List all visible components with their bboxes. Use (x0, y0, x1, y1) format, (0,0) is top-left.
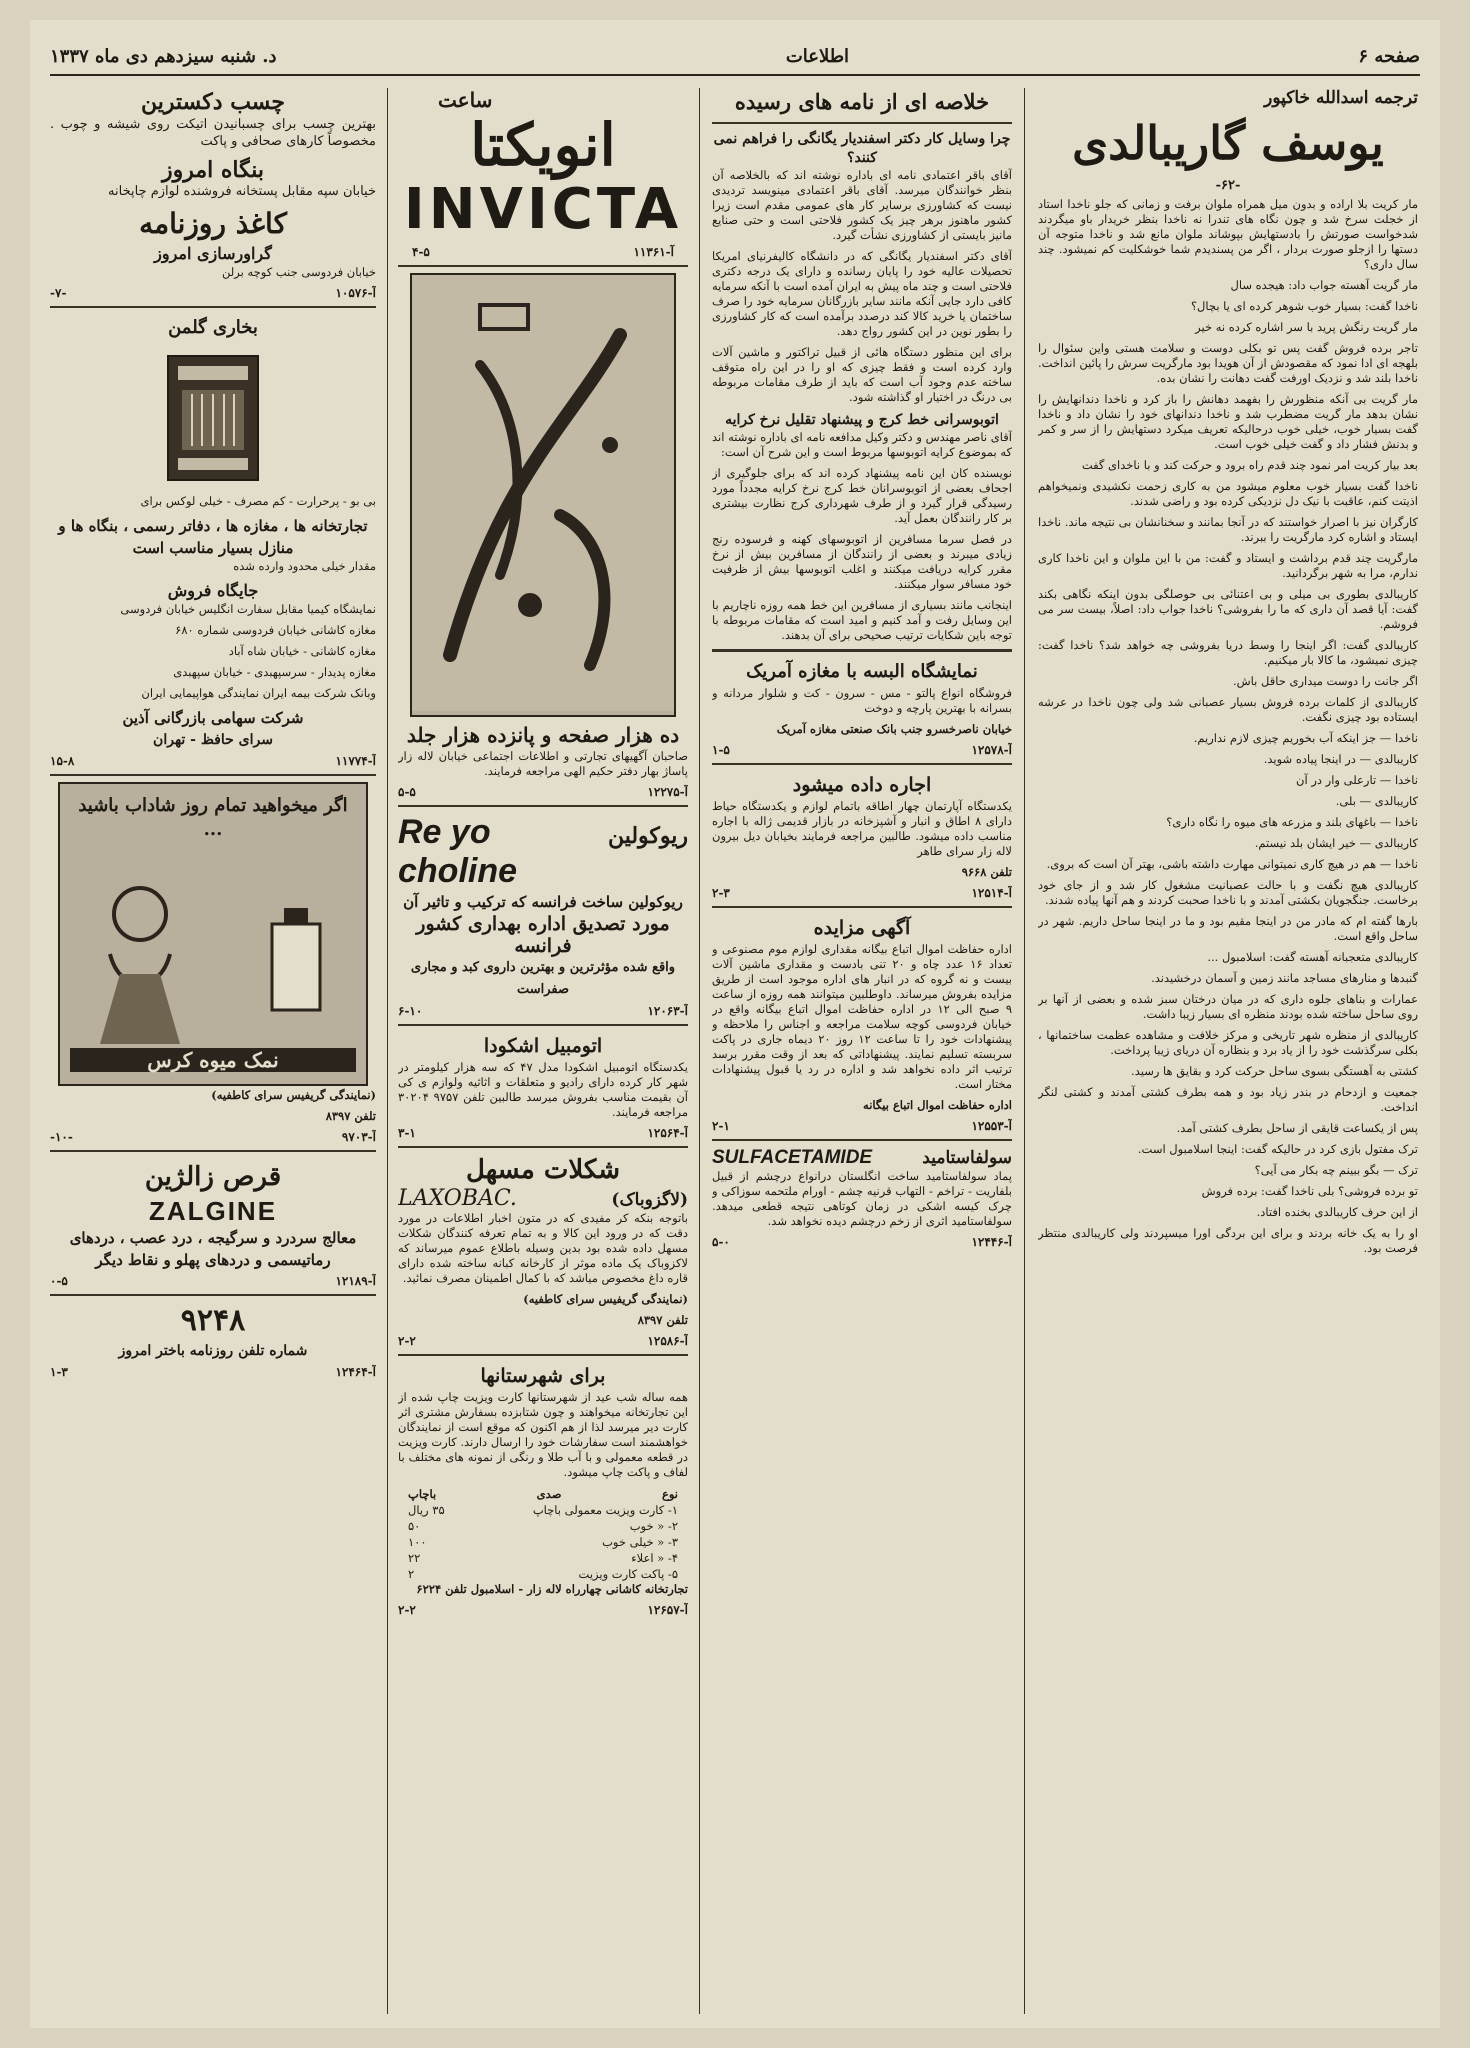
serial-paragraph: بارها گفته ام که مادر من در اینجا مقیم بود و ما در اینجا ساحل داریم. شهر در ساحل واقع است. (1038, 914, 1418, 943)
ad-code: ۱۵-۸ (50, 754, 75, 768)
serial-paragraph: ترک مفتول بازی کرد در حالیکه گفت: اینجا اسلامبول است. (1137, 1142, 1418, 1156)
zalgine-text: معالج سردرد و سرگیجه ، درد عصب ، دردهای رماتیسمی و دردهای پهلو و نقاط دیگر (69, 1229, 357, 1269)
letter-2-paragraph: در فصل سرما مسافرین از اتوبوسهای کهنه و فرسوده رنج زیادی میبرند و بعضی از رانندگان از مسافرین بیش از نرخ مقرر کرایه دریافت میکنند و اغلب اتوبوسها بیش از ظرفیت خود مسافر سوار میکنند. (712, 532, 1012, 591)
laxobac-fa: (لاگزوباک) (611, 1190, 688, 1210)
page-number: صفحه ۶ (1358, 45, 1420, 67)
crisp-person-drawing (80, 874, 200, 1054)
serial-paragraph: ناخدا — جز اینکه آب بخوریم چیزی لازم نداریم. (1193, 731, 1418, 745)
price-row (398, 1550, 688, 1566)
amrik-address: خیابان ناصرخسرو جنب بانک صنعتی مغازه آمریک (776, 722, 1012, 736)
serial-paragraph: ناخدا گفت بسیار خوب معلوم میشود من به کاری زحمت نکشیدی ونمیخواهم اذیتت کنم، عاقبت با نیک دل نزدیکی کرده بود و راضی شدند. (1038, 479, 1418, 508)
ad-code: ۰-۵ (50, 1274, 68, 1288)
letter-2-paragraph: اینجانب مانند بسیاری از مسافرین این خط همه روزه ناچاریم با این وسایل رفت و آمد کنیم و امید است که مقامات مربوطه با توجه باین شکایات ترتیب صحیحی برای آن بدهند. (712, 598, 1012, 642)
crisp-headline: اگر میخواهید تمام روز شاداب باشید ... (78, 795, 348, 840)
price-row (398, 1518, 688, 1534)
zalgine-latin: ZALGINE (148, 1196, 278, 1226)
serial-paragraph: کشتی به آهستگی بسوی ساحل حرکت کرد و بقایق ها رسید. (1131, 1064, 1418, 1078)
cities-title: برای شهرستانها (480, 1365, 606, 1387)
ad-heater (50, 314, 376, 768)
ad-code: ۲-۳ (712, 886, 730, 900)
auction-signature: اداره حفاظت اموال اتباع بیگانه (863, 1098, 1012, 1112)
paper-address: خیابان فردوسی جنب کوچه برلن (222, 265, 376, 279)
issue-date: د. شنبه سیزدهم دی ماه ۱۳۳۷ (50, 45, 277, 67)
sulfacetamide-text: پماد سولفاستامید ساخت انگلستان درانواع درچشم از قبیل بلفاریت - تراخم - التهاب قرنیه چشم - اورام ملتحمه سوزاکی و چرک کیسه اشکی در زمان کوتاهی نتیجه قطعی میدهد. سولفاستامید اثری از زخم درچشم دیده نخواهد شد. (712, 1169, 1012, 1228)
ad-amrik (712, 658, 1012, 757)
ad-code: ۲-۲ (398, 1334, 416, 1348)
crisp-bottle-drawing (266, 904, 326, 1014)
ad-code: -۷- (50, 286, 67, 300)
heater-note: مقدار خیلی محدود وارده شده (233, 559, 376, 573)
laxobac-phone: تلفن ۸۳۹۷ (637, 1313, 688, 1327)
sulfacetamide-latin: SULFACETAMIDE (712, 1147, 873, 1168)
serial-paragraph: کاریبالدی — بلی. (1335, 794, 1418, 808)
price-row-label: ۱- کارت ویزیت معمولی باچاپ (532, 1503, 678, 1517)
reyocholine-line2: مورد تصدیق اداره بهداری کشور فرانسه (416, 913, 670, 957)
price-row (398, 1502, 688, 1518)
heater-company: شرکت سهامی بازرگانی آذین (122, 709, 304, 727)
crisp-agent: (نمایندگی گریفیس سرای کاطفیه) (211, 1088, 376, 1102)
sales-point: مغازه کاشانی خیابان فردوسی شماره ۶۸۰ (175, 623, 376, 637)
heater-sales-title: جایگاه فروش (167, 581, 259, 600)
price-row-value: ۳۵ ریال (408, 1503, 445, 1517)
serial-paragraph: تاجر برده فروش گفت پس تو بکلی دوست و سلامت هستی واین سئوال را بلهجه ای ادا نمود که مقصودش از آن هویدا بود مارگریت سرش را پائین انداخت. ناخدا بلند شد و نزدیک اورفت گفت دهانت را نشان بده. (1038, 341, 1418, 385)
auction-title: آگهی مزایده (813, 917, 911, 939)
sulfacetamide-fa: سولفاستامید (922, 1148, 1012, 1168)
skoda-title: اتومبیل اشکودا (483, 1035, 603, 1057)
price-row (398, 1534, 688, 1550)
amrik-title: نمایشگاه البسه با مغازه آمریک (746, 661, 978, 682)
ad-code: ۴-۵ (412, 245, 430, 259)
heater-features: بی بو - پرحرارت - کم مصرف - خیلی لوکس برای (140, 494, 376, 508)
heater-sales-list (50, 602, 376, 701)
price-col: نوع (661, 1487, 678, 1501)
reyocholine-fa: ریوکولین (607, 823, 688, 849)
ad-code: آ-۱۲۵۱۴ (971, 886, 1012, 900)
ad-phone (50, 1302, 376, 1379)
laxobac-latin: LAXOBAC. (398, 1186, 517, 1211)
serial-paragraph: کاریبالدی هیچ نگفت و با حالت عصبانیت مشغول کار شد و از جای خود برخاست. جنگجویان بکشتی آمدند و با ناخدا صحبت کردند و هم آنها پیاده شدند. (1038, 878, 1418, 907)
reyocholine-line3: واقع شده مؤثرترین و بهترین داروی کبد و مجاری صفراست (410, 960, 676, 997)
ad-sulfacetamide (712, 1147, 1012, 1249)
serial-paragraph: ناخدا — هم در هیچ کاری نمیتوانی مهارت داشته باشی، بهتر آن است که بروی. (1046, 857, 1418, 871)
rent-title: اجاره داده میشود (792, 774, 932, 796)
amrik-text: فروشگاه انواع پالتو - مس - سرون - کت و شلوار مردانه و بسرانه با بهترین پارچه و دوخت (712, 686, 1012, 715)
serial-paragraph: کاریبالدی بطوری بی میلی و بی اعتنائی بی حوصلگی بدون اینکه نگاهی بکند گفت: آیا قصد آن داری که ما را بفروشی؟ ناخدا جواب داد: اصلاً، بیست سر می فروشم. (1038, 587, 1418, 631)
rent-phone: تلفن ۹۶۶۸ (961, 865, 1012, 879)
serial-paragraph: ترک — بگو ببینم چه بکار می آیی؟ (1254, 1163, 1418, 1177)
serial-paragraph: کارگران نیز با اصرار خواستند که در آنجا بمانند و سخنانشان بی نتیجه ماند. ناخدا ایستاد و اشاره کرد مارگریت را ببرند. (1038, 515, 1418, 544)
serial-paragraph: پس از یکساعت قایقی از ساحل بطرف کشتی آمد. (1176, 1121, 1418, 1135)
rent-text: یکدستگاه آپارتمان چهار اطاقه باتمام لوازم و یکدستگاه حیاط دارای ۸ اطاق و انبار و آشپزخانه در بازار قدیمی ژاله با اجاره مناسب داده میشود. طالبین مراجعه فرمایند بخیابان دیل بیرون لاله زار سرای طاهر (712, 799, 1012, 858)
cities-text: همه ساله شب عید از شهرستانها کارت ویزیت چاپ شده از این تجارتخانه میخواهند و چون شتابزده بسفارش مشتری اثر کارت دیر میرسد لذا از هم اکنون که موقع است از نمایندگان خواهشمند است سفارشات خود را ارسال دارند. کارت ویزیت در قطعه معمولی و با آب طلا و رنگی از نمونه های مختلف با لفاف و پاکت چاپ میشود. (398, 1390, 688, 1479)
price-row-label: ۵- پاکت کارت ویزیت (578, 1567, 678, 1581)
ad-code: آ-۱۰۵۷۶ (335, 286, 376, 300)
letter-2-paragraph: نویسنده کان این نامه پیشنهاد کرده اند که برای جلوگیری از اجحاف بعضی از اتوبوسرانان خط کرج نرخ کرایه مجدداً مورد رسیدگی قرار گیرد و از طرف شهرداری کرج نظارت بیشتری بر کار رانندگان بعمل آید. (712, 466, 1012, 525)
ad-code: آ-۱۲۰۶۳ (647, 1004, 688, 1018)
letters-column (712, 88, 1012, 2014)
ad-code: -۱۰- (50, 1130, 73, 1144)
price-col: باچاپ (408, 1487, 437, 1501)
serial-paragraph: کاریبالدی از منظره شهر تاریخی و مرکز خلافت و مشاهده عظمت ساختمانها ، بکلی سرگذشت خود را از یاد برد و بنظاره آن دریای زیبا پرداخت. (1038, 1028, 1418, 1057)
ad-code: آ-۱۱۳۶۱ (633, 245, 674, 259)
invicta-brand-en: INVICTA (403, 177, 683, 242)
calendar-illustration (410, 273, 676, 717)
serial-paragraph: تو برده فروشی؟ بلی ناخدا گفت: برده فروش (1201, 1184, 1418, 1198)
ad-code: ۳-۱ (398, 1126, 416, 1140)
ad-auction (712, 914, 1012, 1133)
price-row-value: ۱۰۰ (408, 1535, 427, 1549)
ad-code: ۵-۵ (398, 785, 416, 799)
ads-column (398, 88, 688, 2014)
ad-reyocholine (398, 813, 688, 1018)
ad-crisp (50, 782, 376, 1144)
ad-code: ۲-۱ (712, 1119, 730, 1133)
serial-paragraph: مارگریت چند قدم برداشت و ایستاد و گفت: من با این ملوان و این ناخدا کاری ندارم، مرا به شهر برگردانید. (1038, 551, 1418, 580)
ad-code: آ-۱۲۶۵۷ (647, 1603, 688, 1617)
serial-paragraph: از این حرف کاریبالدی بخنده افتاد. (1256, 1205, 1418, 1219)
page-header (50, 38, 1420, 76)
price-row (398, 1566, 688, 1582)
serial-paragraph: کاریبالدی از کلمات برده فروش بسیار عصبانی شد ولی چون ناخدا در عرشه ایستاده بود چیزی نگفت. (1038, 695, 1418, 724)
ad-book (398, 721, 688, 799)
skoda-text: یکدستگاه اتومبیل اشکودا مدل ۴۷ که سه هزار کیلومتر در شهر کار کرده دارای رادیو و متعلقات و اثاثیه ولوازم ی کی آن بقیمت مناسب بفروش میرسد طالبین تلفن ۹۷۵۷ ۳۰۲۰۴ مراجعه فرمایند. (398, 1060, 688, 1119)
serial-body (1038, 197, 1418, 1256)
price-col: صدی (536, 1487, 562, 1501)
sales-point: مغازه کاشانی - خیابان شاه آباد (228, 644, 376, 658)
heater-company-address: سرای حافظ - تهران (153, 732, 273, 748)
price-row-label: ۲- « خوب (629, 1519, 678, 1533)
newspaper-page (30, 20, 1440, 2028)
ad-code: ۱-۳ (50, 1365, 68, 1379)
serial-paragraph: مار کریت بلا اراده و بدون میل همراه ملوان برفت و زمانی که جلو ناخدا استاد از خجلت سرخ شد و چون نگاه های تندرا نه ناخدا بنظر خریدار باو میگردند شدخواست صورتش را بادستهایش بپوشاند ملوان مانع شد و ناخدا متوجه آن دستها را ازجلو صورت بردار ، اگر من پسندیدم شما خوشکلیت کم نمیشود. چند سال داری؟ (1038, 197, 1418, 271)
ad-code: آ-۱۲۴۶۴ (335, 1365, 376, 1379)
serial-paragraph: ناخدا — باغهای بلند و مزرعه های میوه را نگاه داری؟ (1166, 815, 1418, 829)
ad-code: ۱-۵ (712, 743, 730, 757)
letters-title: خلاصه ای از نامه های رسیده (734, 89, 990, 114)
ad-rent (712, 771, 1012, 900)
ad-cities (398, 1362, 688, 1617)
price-row-label: ۳- « خیلی خوب (602, 1535, 678, 1549)
zalgine-title: قرص زالژین (144, 1162, 282, 1192)
masthead-name: اطلاعات (785, 45, 850, 67)
crisp-illustration (58, 782, 368, 1086)
small-ads-column (50, 88, 376, 2014)
ad-code: آ-۱۲۵۸۶ (647, 1334, 688, 1348)
invicta-watch-label: ساعت (438, 88, 493, 112)
serial-paragraph: جمعیت و ازدحام در بندر زیاد بود و همه بطرف کشتی آمدند و کشتی لنگر انداخت. (1038, 1085, 1418, 1114)
ad-code: آ-۱۲۴۴۶ (971, 1235, 1012, 1249)
ad-code: ۲-۲ (398, 1603, 416, 1617)
serial-column (1038, 88, 1418, 2014)
laxobac-text: باتوجه بنکه کر مفیدی که در متون اخبار اطلاعات در مورد دقت که در ورود این کالا و به تمام تعرفه کنندگان شکلات مسهل داده شده بود بدین وسیله باطلاع عموم میرساند که لاکزوباک یک ماده موثر از کارخانه کبانه ساخته شده دارای قاره داغ مخصوص میاشد که با کمال اطمینان مصرف نمائید. (398, 1211, 688, 1285)
serial-paragraph: عمارات و بناهای جلوه داری که در میان درختان سبز شده و بعضی از آنها بر روی ساحل ساخته شده بودند منظره ای بسیار زیبا داشت. (1038, 992, 1418, 1021)
ad-code: ۵-۰ (712, 1235, 730, 1249)
sales-point: مغازه پدیدار - سرسپهبدی - خیابان سپهبدی (173, 665, 376, 679)
serial-author: ترجمه اسدالله خاکپور (1264, 88, 1418, 108)
ad-zalgine (50, 1158, 376, 1288)
letter-1-paragraph: آقای باقر اعتمادی نامه ای باداره نوشته اند که بالخلاصه آن بنظر خوانندگان میرسد. آقای باقر اعتمادی مینویسد تردیدی نیست که کشاورزی برسایر کار های عمومی مقدم است زیرا کشور ماهنوز برهر چیز یک کشور فلاحتی است و حتی صنایع مانیز بایستی از کشاورزی نشأت گیرد. (712, 168, 1012, 242)
ad-code: ۶-۱۰ (398, 1004, 423, 1018)
ad-code: آ-۱۲۵۷۸ (971, 743, 1012, 757)
ad-code: آ-۱۲۲۷۵ (647, 785, 688, 799)
ad-code: آ-۱۲۵۶۴ (647, 1126, 688, 1140)
ad-invicta (398, 88, 688, 259)
auction-text: اداره حفاظت اموال اتباع بیگانه مقداری لوازم موم مصنوعی و تعداد ۱۶ عدد چاه و ۲۰ تنی بادست و مقداری ماشین آلات بیست و نه گروه که در انبار های اداره موجود است از طریق مزایده بفروش میرساند. داوطلبین میتوانند همه روزه از ساعت ۹ صبح الی ۱۲ در اداره حفاظت اموال اتباع بیگانه واقع در خیابان فردوسی کوچه سلامت مراجعه و اجناس را ملاحظه و پیشنهادات خود را تا ساعت ۱۲ روز ۲۰ دیماه جاری در پاکت سربسته تسلیم نمایند. پیشنهاداتی که بعد از وقت مقرر برسد ترتیب اثر داده نخواهد شد و اداره در رد یا قبول پیشنهادات مختار است. (712, 942, 1012, 1091)
column-rule (699, 88, 700, 2014)
ad-code: آ-۱۲۱۸۹ (335, 1274, 376, 1288)
letter-1-paragraph: برای این منظور دستگاه هائی از قبیل تراکتور و ماشین آلات وارد کرده است و فقط چیزی که او را در این راه متوقف ساخته عدم وجود آب است که باید از طرف مقامات مربوطه بی درنگ در اختیار او گذاشته شود. (712, 345, 1012, 404)
serial-paragraph: گنبدها و منارهای مساجد مانند زمین و آسمان درخشیدند. (1151, 971, 1418, 985)
ad-skoda (398, 1032, 688, 1140)
serial-paragraph: کاریبالدی متعجبانه آهسته گفت: اسلامبول ... (1207, 950, 1418, 964)
ad-code: آ-۹۷۰۳ (341, 1130, 376, 1144)
invicta-brand-fa: انویکتا (470, 111, 616, 179)
ad-code: آ-۱۲۵۵۳ (971, 1119, 1012, 1133)
serial-paragraph: مار گریت رنگش پرید با سر اشاره کرده نه خیر (1195, 320, 1418, 334)
serial-paragraph: کاریبالدی — در اینجا پیاده شوید. (1263, 752, 1418, 766)
crisp-brand: نمک میوه کرس (70, 1048, 356, 1072)
laxobac-address: (نمایندگی گریفیس سرای کاطفیه) (523, 1292, 688, 1306)
reyocholine-latin: Re yo choline (398, 813, 518, 890)
heater-uses: تجارتخانه ها ، مغازه ها ، دفاتر رسمی ، بنگاه ها و منازل بسیار مناسب است (58, 517, 368, 557)
column-rule (387, 88, 388, 2014)
crisp-phone: تلفن ۸۳۹۷ (325, 1109, 376, 1123)
letter-1-paragraph: آقای دکتر اسفندیار یگانگی که در دانشگاه کالیفرنیای امریکا تحصیلات عالیه خود را پایان رسانده و دارای یک درجه دکتری فلاحتی است و چند ماه پیش به ایران آمده است با آنکه سرمایه کافی دارد جایی آنکه مانند سایر بازرگانان سرمایه خود را صرف ساختمان یا خرید کالا کند درصدد برآمده است که کار کشاورزی را بطور نوین در این کشور رواج دهد. (712, 249, 1012, 338)
letter-1-heading: چرا وسایل کار دکتر اسفندیار یگانگی را فراهم نمی کنند؟ (713, 131, 1011, 166)
serial-title: یوسف گاریبالدی (1072, 116, 1384, 170)
ad-glue (50, 88, 376, 300)
price-row-label: ۴- « اعلاء (631, 1551, 678, 1565)
phone-label: شماره تلفن روزنامه باختر امروز (118, 1343, 308, 1359)
column-rule (1024, 88, 1025, 2014)
glue-title: چسب دکسترین (140, 89, 286, 115)
heater-title: بخاری گلمن (168, 317, 258, 338)
glue-address: خیابان سپه مقابل پستخانه فروشنده لوازم چاپخانه (108, 184, 376, 199)
serial-paragraph: اگر جانت را دوست میداری حاقل باش. (1232, 674, 1418, 688)
laxobac-title: شکلات مسهل (466, 1155, 620, 1185)
serial-paragraph: او را به یک خانه بردند و برای این بردگی اورا میسپردند ولی کاریبالدی منتظر فرصت بود. (1038, 1226, 1418, 1255)
serial-episode: -۶۲- (1215, 178, 1241, 193)
serial-paragraph: مار گریت بی آنکه منظورش را بفهمد دهانش را باز کرد و ناخدا دندانهایش را نشان بدهد مار گریت مضطرب شد و ناخدا دندانهای خود را نشان داد و ناخدا گفت بسیار خوب، خیلی خوب درحالیکه تعریف میکرد دستهایش را از سر و کمر و بدنش فشار داد و گفت خیلی خوب است. (1038, 392, 1418, 451)
letter-2-heading: اتوبوسرانی خط کرج و پیشنهاد تقلیل نرخ کرایه (725, 412, 999, 428)
heater-illustration (158, 348, 268, 488)
sales-point: وبانک شرکت بیمه ایران نمایندگی هواپیمایی ایران (141, 686, 376, 700)
sales-point: نمایشگاه کیمیا مقابل سفارت انگلیس خیابان فردوسی (120, 602, 376, 616)
serial-paragraph: کاریبالدی — خیر ایشان بلد نیستم. (1254, 836, 1418, 850)
reyocholine-line1: ریوکولین ساخت فرانسه که ترکیب و تاثیر آن (403, 893, 683, 911)
paper-sub: گراورسازی امروز (154, 244, 272, 263)
serial-paragraph: مار گریت آهسته جواب داد: هیجده سال (1230, 278, 1418, 292)
glue-text: بهترین چسب برای چسبانیدن اتیکت روی شیشه و چوب . مخصوصاً کارهای صحافی و پاکت (50, 117, 376, 149)
ad-code: آ-۱۱۷۷۴ (335, 754, 376, 768)
book-headline: ده هزار صفحه و پانزده هزار جلد (406, 723, 680, 747)
price-table (398, 1502, 688, 1582)
cities-footer: تجارتخانه کاشانی چهارراه لاله زار - اسلامبول تلفن ۶۲۲۴ (416, 1582, 688, 1596)
glue-store: بنگاه امروز (161, 157, 265, 183)
serial-paragraph: کاریبالدی گفت: اگر اینجا را وسط دریا بفروشی چه خواهد شد؟ ناخدا گفت: چیزی نمیشود، ما کالا بار میکنیم. (1038, 638, 1418, 667)
letter-2-paragraph: آقای ناصر مهندس و دکتر وکیل مدافعه نامه ای باداره نوشته اند که بموضوع کرایه اتوبوسها مربوط است و این شرح آن است: (712, 430, 1012, 459)
book-text: صاحبان آگهیهای تجارتی و اطلاعات اجتماعی خیابان لاله زار پاساژ بهار دفتر حکیم الهی مراجعه فرمایند. (398, 749, 688, 778)
calligraphy-image (410, 275, 674, 711)
price-row-value: ۲ (408, 1567, 415, 1581)
serial-paragraph: ناخدا گفت: بسیار خوب شوهر کرده ای یا بچال؟ (1190, 299, 1418, 313)
phone-number: ۹۲۴۸ (180, 1303, 246, 1338)
serial-paragraph: بعد بیار کریت امر نمود چند قدم راه برود و حرکت کند و با ناخدای گفت (1081, 458, 1418, 472)
price-table-header (398, 1486, 688, 1502)
price-row-value: ۲۲ (408, 1551, 421, 1565)
paper-title: کاغذ روزنامه (139, 207, 287, 240)
price-row-value: ۵۰ (408, 1519, 421, 1533)
serial-paragraph: ناخدا — تارعلی وار در آن (1296, 773, 1418, 787)
ad-laxobac (398, 1154, 688, 1348)
